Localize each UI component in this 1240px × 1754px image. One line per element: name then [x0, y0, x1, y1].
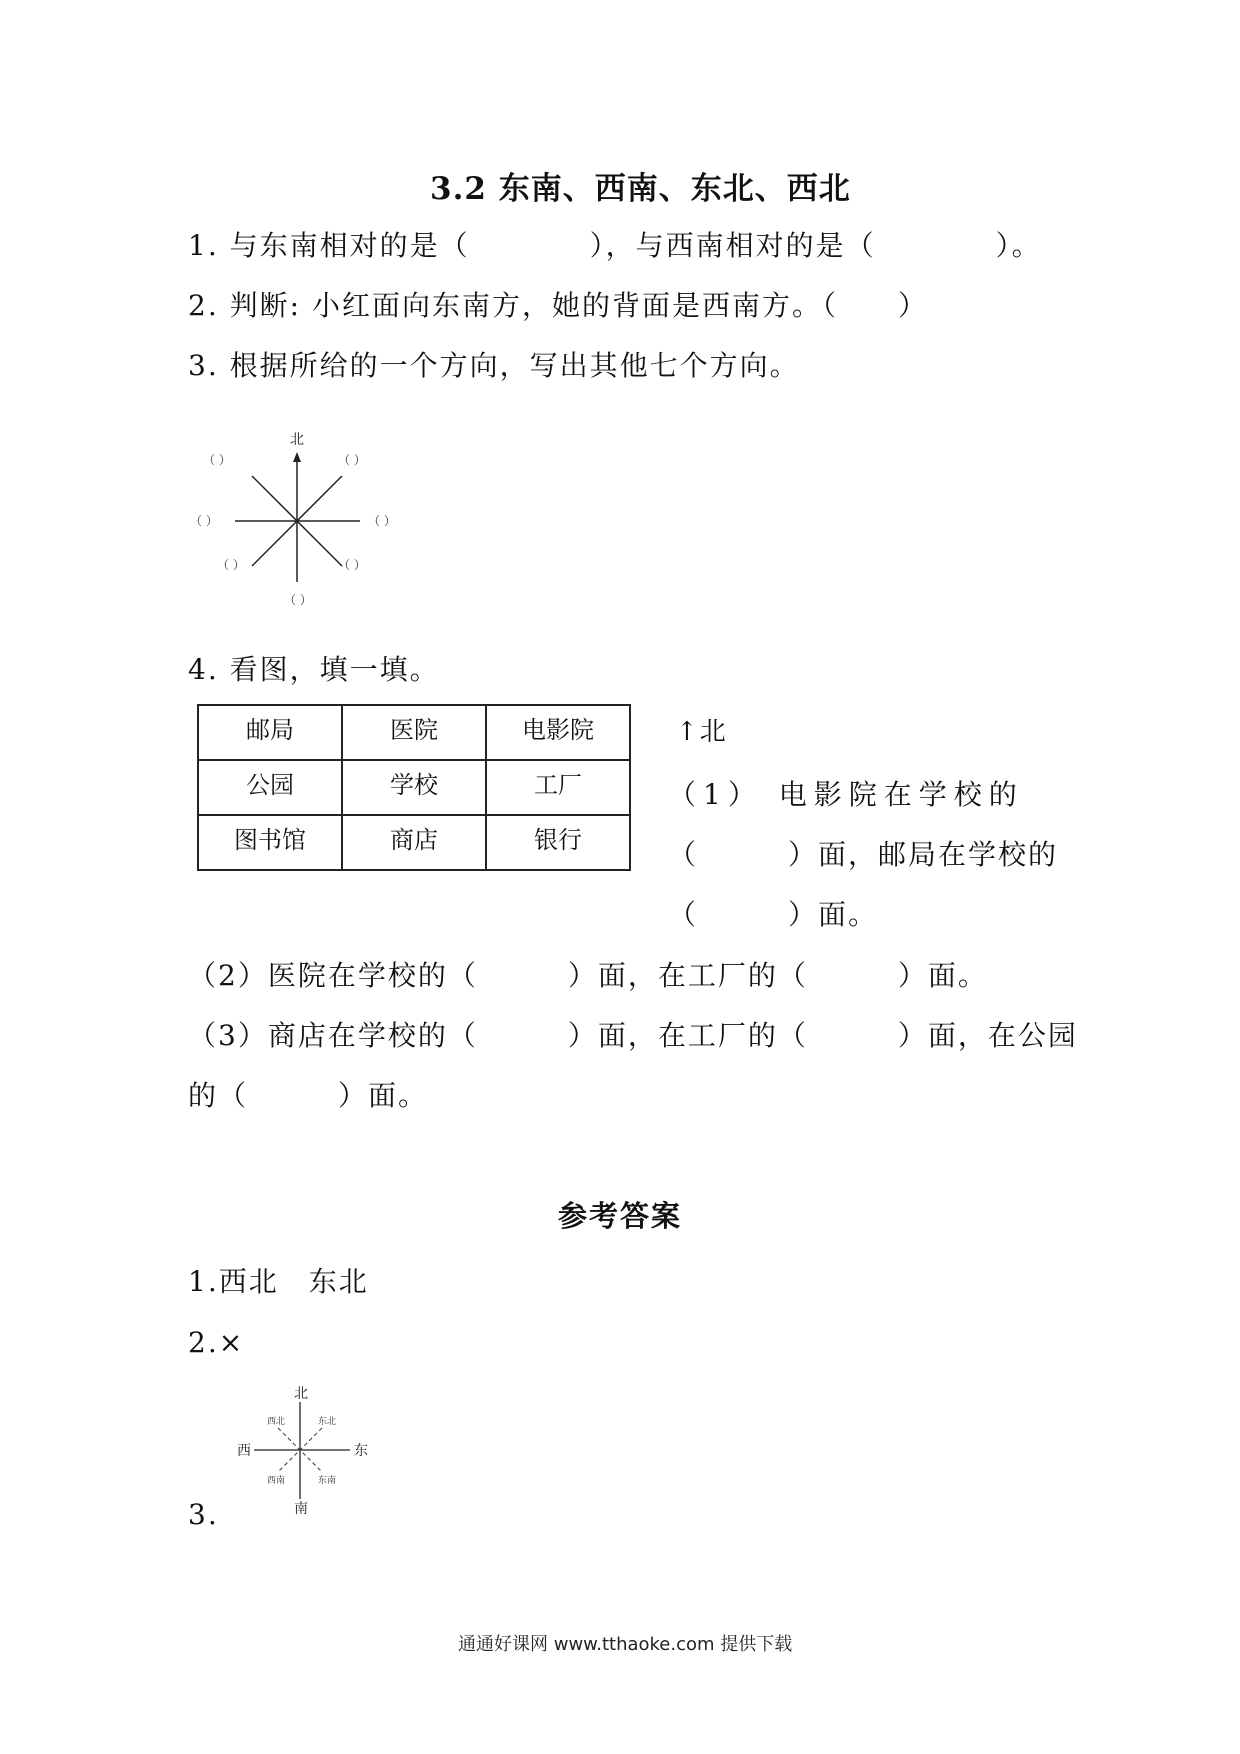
grid-cell-store: 商店 [342, 815, 486, 870]
page-title: 3.2 东南、西南、东北、西北 [430, 171, 851, 207]
label-south: 南 [294, 1501, 308, 1516]
q4-part3-line1: （3）商店在学校的（ ）面，在工厂的（ ）面，在公园 [188, 1019, 1078, 1052]
label-southwest: 西南 [267, 1476, 286, 1486]
grid-cell-school: 学校 [342, 760, 486, 815]
blank-northwest: （ ） [203, 453, 231, 467]
compass-diagram-blank [190, 430, 420, 610]
blank-east: （ ） [368, 514, 396, 528]
q4-part1-line1: （1） 电影院在学校的 [668, 778, 1024, 811]
blank-northeast: （ ） [338, 453, 366, 467]
grid-cell-park: 公园 [198, 760, 342, 815]
q4-part2: （2）医院在学校的（ ）面，在工厂的（ ）面。 [188, 959, 988, 992]
q4-part1-line3: （ ）面。 [668, 898, 879, 931]
grid-cell-library: 图书馆 [198, 815, 342, 870]
label-north: 北 [294, 1386, 308, 1402]
answer-2: 2.× [188, 1326, 245, 1359]
question-3: 3. 根据所给的一个方向，写出其他七个方向。 [188, 349, 800, 382]
label-east: 东 [354, 1443, 368, 1459]
grid-row [198, 760, 630, 815]
answers-heading: 参考答案 [558, 1199, 683, 1233]
blank-southwest: （ ） [217, 558, 245, 572]
q4-part1-line2: （ ）面，邮局在学校的 [668, 838, 1059, 871]
footer-text: 通通好课网 www.tthaoke.com 提供下载 [458, 1634, 793, 1655]
grid-row [198, 705, 630, 760]
grid-cell-bank: 银行 [486, 815, 630, 870]
compass-diagram-answer [232, 1386, 382, 1516]
blank-south: （ ） [284, 593, 312, 607]
grid-cell-cinema: 电影院 [486, 705, 630, 760]
answer-1: 1.西北 东北 [188, 1265, 369, 1298]
label-west: 西 [237, 1443, 251, 1459]
label-southeast: 东南 [318, 1476, 337, 1486]
grid-cell-factory: 工厂 [486, 760, 630, 815]
question-4: 4. 看图，填一填。 [188, 653, 440, 686]
blank-west: （ ） [190, 514, 218, 528]
blank-southeast: （ ） [338, 558, 366, 572]
grid-cell-hospital: 医院 [342, 705, 486, 760]
grid-cell-post-office: 邮局 [198, 705, 342, 760]
north-arrow-icon [293, 452, 301, 462]
label-northwest: 西北 [267, 1417, 286, 1427]
label-northeast: 东北 [318, 1417, 337, 1427]
q4-part3-line2: 的（ ）面。 [188, 1079, 429, 1112]
compass-north-label: 北 [290, 432, 304, 448]
answer-3: 3. [188, 1498, 219, 1531]
question-1: 1. 与东南相对的是（ ），与西南相对的是（ ）。 [188, 229, 1042, 262]
grid-row [198, 815, 630, 870]
question-2: 2. 判断: 小红面向东南方，她的背面是西南方。（ ） [188, 289, 928, 322]
grid-north-label: ↑北 [676, 717, 728, 747]
location-grid [197, 704, 631, 871]
